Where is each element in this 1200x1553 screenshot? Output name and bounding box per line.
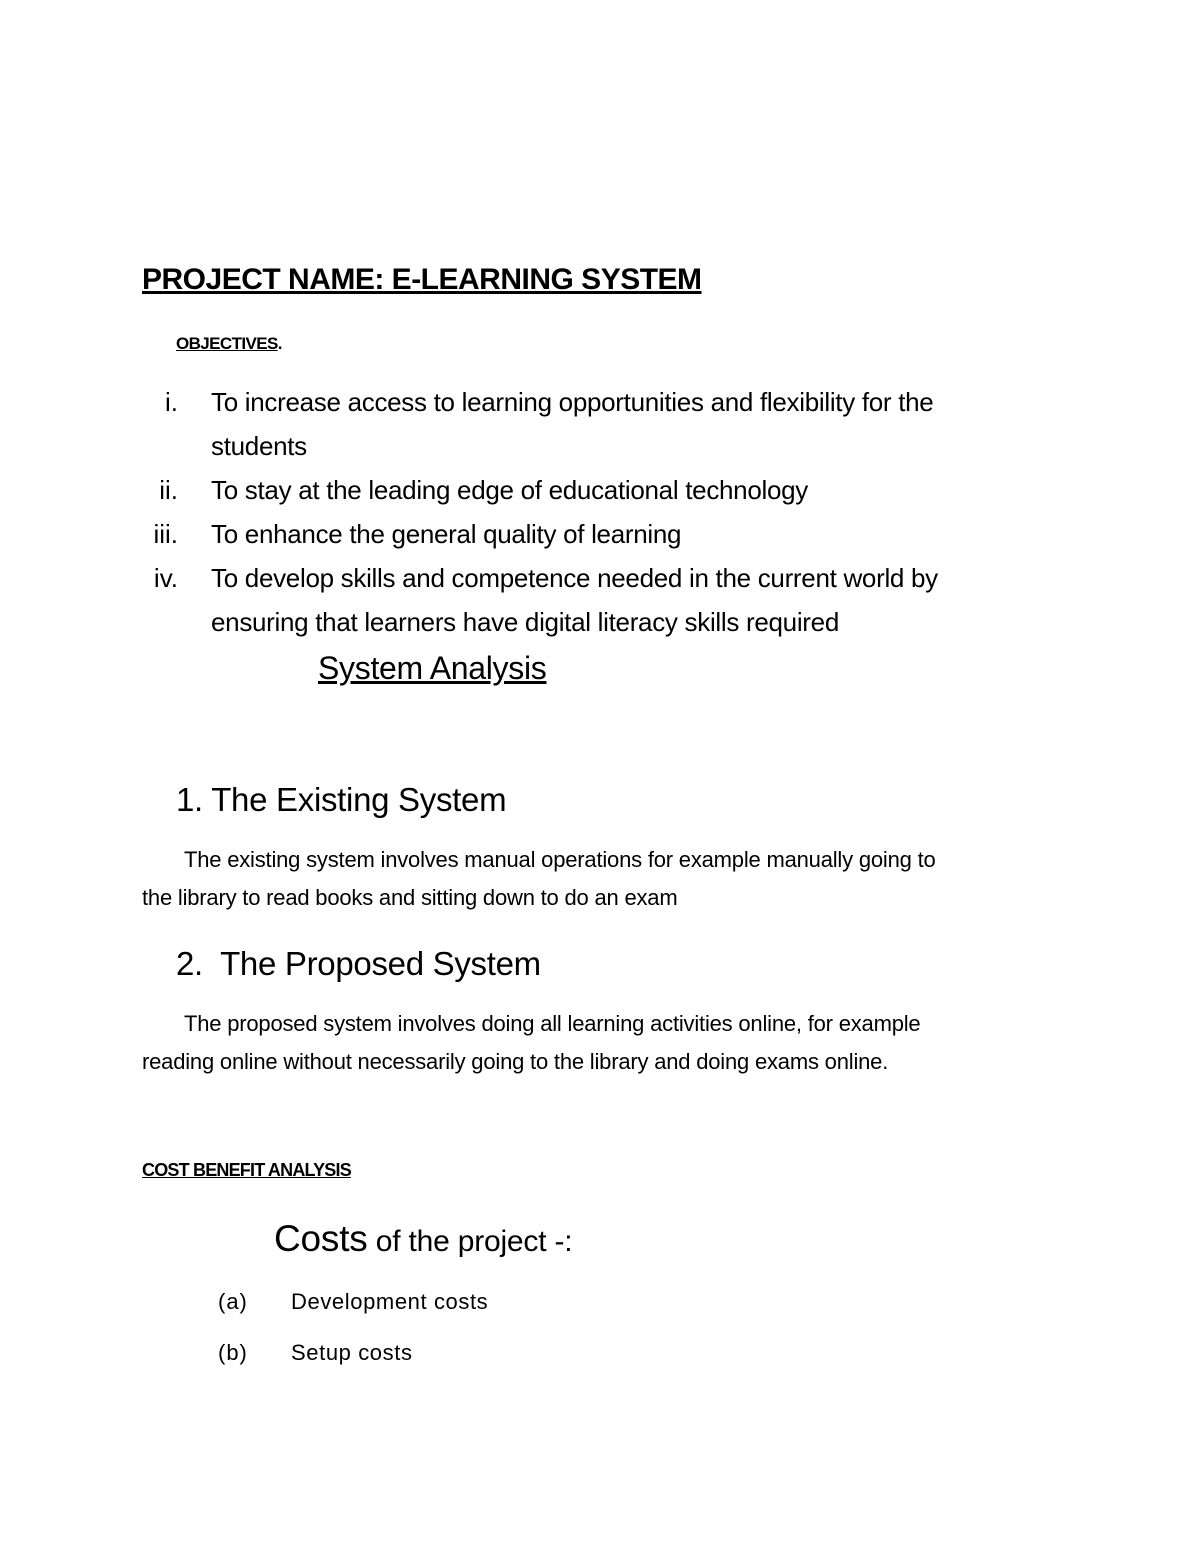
subsection-heading-existing xyxy=(176,781,506,819)
objective-number: i. xyxy=(165,387,178,417)
paragraph-line: The existing system involves manual operations for example manually going to xyxy=(184,847,936,872)
paragraph-line: The proposed system involves doing all learning activities online, for example xyxy=(184,1011,921,1036)
objective-line: To increase access to learning opportunities and flexibility for the xyxy=(211,387,934,417)
costs-heading xyxy=(274,1218,572,1260)
objective-line: To enhance the general quality of learning xyxy=(211,519,682,549)
cost-item-text: Development costs xyxy=(291,1289,489,1314)
objective-line: To stay at the leading edge of educational technology xyxy=(211,475,808,505)
paragraph-line: the library to read books and sitting down to do an exam xyxy=(142,885,678,910)
objective-line: students xyxy=(211,431,307,461)
document-title: PROJECT NAME: E-LEARNING SYSTEM xyxy=(142,263,702,296)
objectives-heading-suffix: . xyxy=(277,334,282,353)
subsection-number: 1. xyxy=(176,781,203,818)
objective-line: To develop skills and competence needed in the current world by xyxy=(211,563,938,593)
objective-number: iv. xyxy=(153,563,178,593)
cost-benefit-heading: COST BENEFIT ANALYSIS xyxy=(142,1160,351,1180)
subsection-title: The Proposed System xyxy=(220,945,541,982)
objective-number: iii. xyxy=(153,519,178,549)
subsection-heading-proposed xyxy=(176,945,541,983)
costs-heading-rest: of the project -: xyxy=(367,1225,573,1258)
subsection-number: 2. xyxy=(176,945,203,982)
objectives-heading-text: OBJECTIVES xyxy=(176,334,278,353)
objectives-heading xyxy=(176,334,282,354)
objective-number: ii. xyxy=(159,475,178,505)
cost-item-label: (a) xyxy=(218,1289,248,1314)
paragraph-line: reading online without necessarily going to the library and doing exams online. xyxy=(142,1049,889,1074)
cost-item-text: Setup costs xyxy=(291,1340,413,1365)
section-title-system-analysis: System Analysis xyxy=(318,650,547,686)
costs-heading-main: Costs xyxy=(274,1218,368,1259)
objective-line: ensuring that learners have digital literacy skills required xyxy=(211,607,839,637)
cost-item-label: (b) xyxy=(218,1340,248,1365)
subsection-title: The Existing System xyxy=(211,781,507,818)
